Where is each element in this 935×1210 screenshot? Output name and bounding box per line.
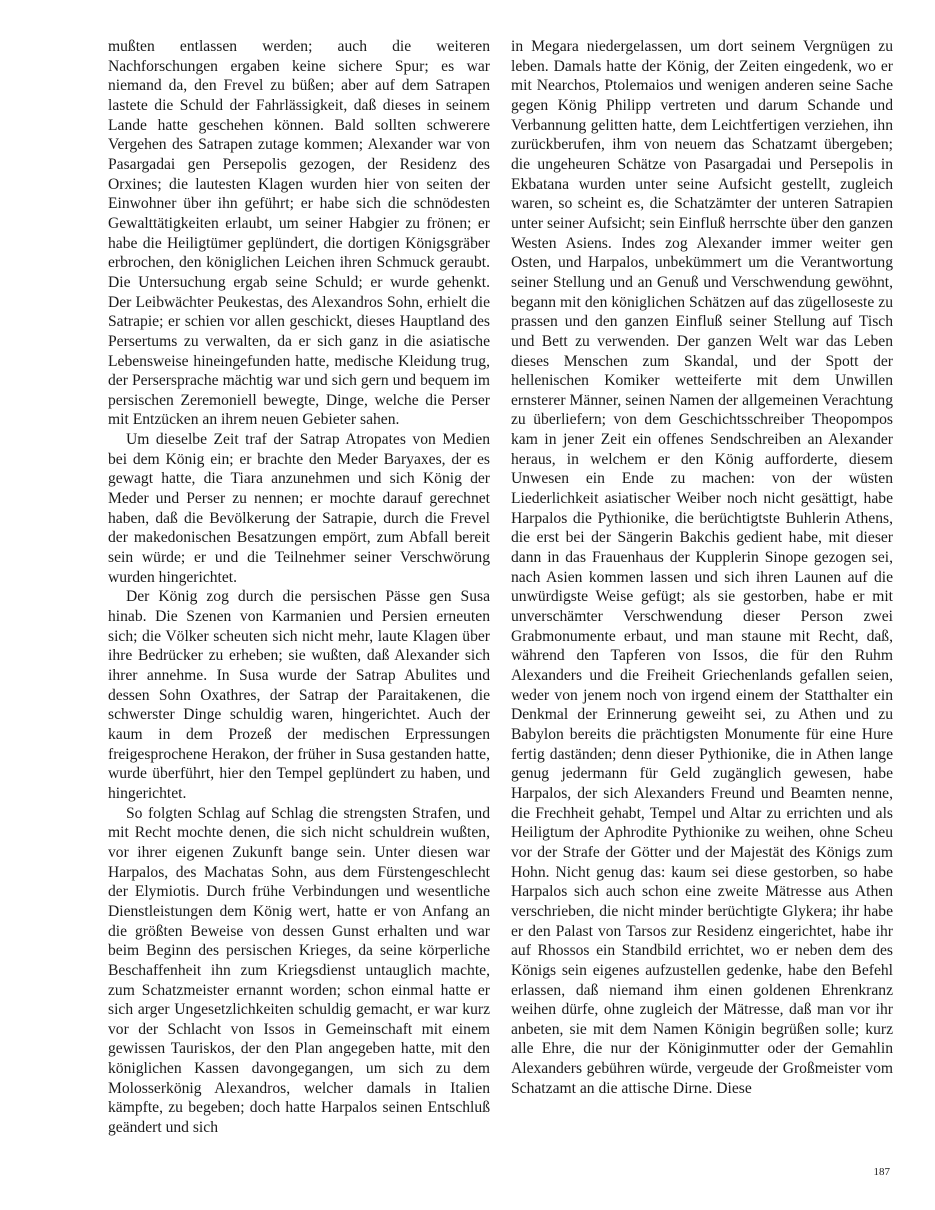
paragraph: in Megara niedergelassen, um dort seinem Vergnügen zu leben. Damals hatte der König, der Zeiten eingedenk, wo er mit Nearchos, Ptolemaios und wenigen anderen seine Sache gegen König Philipp vertreten und darum Schande und Verbannung gelitten hatte, dem Leichtfertigen verziehen, ihn zurückberufen, ihm von neuem das Schatzamt übergeben; die ungeheuren Schätze von Pasargadai und Persepolis in Ekbatana wurden unter seine Aufsicht gestellt, zugleich waren, so scheint es, die Schatzämter der unteren Satrapien unter seiner Aufsicht; sein Einfluß herrschte über den ganzen Westen Asiens. Indes zog Alexander immer weiter gen Osten, und Harpalos, unbekümmert um die Verantwortung seiner Stellung und an Genuß und Verschwendung gewöhnt, begann mit den königlichen Schätzen auf das zügelloseste zu prassen und den ganzen Einfluß seiner Stellung auf Tisch und Bett zu verwenden. Der ganzen Welt war das Leben dieses Menschen zum Skandal, und der Spott der hellenischen Komiker wetteiferte mit dem Unwillen ernsterer Männer, seinen Namen der allgemeinen Verachtung zu überliefern; von dem Geschichtsschreiber Theopompos kam in jener Zeit ein offenes Sendschreiben an Alexander heraus, in welchem er den König aufforderte, diesem Unwesen ein Ende zu machen: von der wüsten Liederlichkeit asiatischer Weiber noch nicht gesättigt, habe Harpalos die Pythionike, die berüchtigtste Buhlerin Athens, die erst bei der Sängerin Bakchis gedient habe, mit dieser dann in das Frauenhaus der Kupplerin Sinope gezogen sei, nach Asien kommen lassen und sich ihren Launen auf die unwürdigste Weise gefügt; als sie gestorben, habe er mit unverschämter Verschwendung dieser Person zwei Grabmonumente erbaut, und man staune mit Recht, daß, während den Tapferen von Issos, die für den Ruhm Alexanders und die Freiheit Griechenlands gefallen seien, weder von jenem noch von irgend einem der Statthalter ein Denkmal der Erinnerung geweiht sei, zu Athen und zu Babylon bereits die prächtigsten Monumente für eine Hure fertig daständen; denn dieser Pythionike, die in Athen lange genug jedermann für Geld zugänglich gewesen, habe Harpalos, der sich Alexanders Freund und Beamten nenne, die Frechheit gehabt, Tempel und Altar zu errichten und als Heiligtum der Aphrodite Pythionike zu weihen, ohne Scheu vor der Strafe der Götter und der Majestät des Königs zum Hohn. Nicht genug das: kaum sei diese gestorben, so habe Harpalos sich auch schon eine zweite Mätresse aus Athen verschrieben, die nicht minder berüchtigte Glykera; ihr habe er den Palast von Tarsos zur Residenz eingerichtet, habe ihr auf Rhossos ein Standbild errichtet, wo er neben dem des Königs sein eigenes aufzustellen gedenke, habe den Befehl erlassen, daß niemand ihm einen goldenen Ehrenkranz weihen dürfe, ohne zugleich der Mätresse, daß man vor ihr anbeten, sie mit dem Namen Königin begrüßen solle; kurz alle Ehre, die nur der Königinmutter oder der Gemahlin Alexanders gebühren würde, vergeude der Großmeister vom Schatzamt an die attische Dirne. Diese [511, 38, 893, 1097]
page-number: 187 [873, 1166, 890, 1178]
paragraph: mußten entlassen werden; auch die weiteren Nachforschungen ergaben keine sichere Spur; es war niemand da, den Frevel zu büßen; aber auf dem Satrapen lastete die Schuld der Fahrlässigkeit, daß dieses in seinem Lande hatte geschehen können. Bald sollten schwerere Vergehen des Satrapen zutage kommen; Alexander war von Pasargadai gen Persepolis gezogen, der Residenz des Orxines; die lautesten Klagen wurden hier von seiten der Einwohner über ihn geführt; er habe sich die schnödesten Gewalttätigkeiten erlaubt, um seiner Habgier zu frönen; er habe die Heiligtümer geplündert, die dortigen Königsgräber erbrochen, den königlichen Leichen ihren Schmuck geraubt. Die Untersuchung ergab seine Schuld; er wurde gehenkt. Der Leibwächter Peukestas, des Alexandros Sohn, erhielt die Satrapie; er schien vor allen geschickt, dieses Hauptland des Persertums zu verwalten, da er sich ganz in die asiatische Lebensweise hineingefunden hatte, medische Kleidung trug, der Persersprache mächtig war und sich gern und bequem im persischen Zeremoniell bewegte, Dinge, welche die Perser mit Entzücken an ihrem neuen Gebieter sahen. [108, 38, 490, 429]
paragraph: So folgten Schlag auf Schlag die strengsten Strafen, und mit Recht mochte denen, die sich nicht schuldrein wußten, vor ihrer eigenen Zukunft bange sein. Unter diesen war Harpalos, des Machatas Sohn, aus dem Fürstengeschlecht der Elymiotis. Durch frühe Verbindungen und wesentliche Dienstleistungen dem König wert, hatte er von Anfang an die größten Beweise von dessen Gunst erhalten und war beim Beginn des persischen Krieges, da seine körperliche Beschaffenheit ihn zum Kriegsdienst untauglich machte, zum Schatzmeister ernannt worden; schon einmal hatte er sich arger Ungesetzlichkeiten schuldig gemacht, er war kurz vor der Schlacht von Issos in Gemeinschaft mit einem gewissen Tauriskos, der den Plan angegeben hatte, mit den königlichen Kassen davongegangen, um sich zu dem Molosserkönig Alexandros, welcher damals in Italien kämpfte, zu begeben; doch hatte Harpalos seinen Entschluß geändert und sich [108, 804, 490, 1137]
right-text-column [511, 37, 893, 1098]
paragraph: Um dieselbe Zeit traf der Satrap Atropates von Medien bei dem König ein; er brachte den Meder Baryaxes, der es gewagt hatte, die Tiara anzunehmen und sich König der Meder und Perser zu nennen; er mochte darauf gerechnet haben, daß die Bevölkerung der Satrapie, durch die Frevel der makedonischen Besatzungen empört, zum Abfall bereit sein würde; er und die Teilnehmer seiner Verschwörung wurden hingerichtet. [108, 431, 490, 586]
left-text-column [108, 37, 490, 1138]
paragraph: Der König zog durch die persischen Pässe gen Susa hinab. Die Szenen von Karmanien und Persien erneuten sich; die Völker scheuten sich nicht mehr, laute Klagen über ihre Bedrücker zu erheben; sie wußten, daß Alexander sich ihrer annehme. In Susa wurde der Satrap Abulites und dessen Sohn Oxathres, der Satrap der Paraitakenen, die schwerster Dinge schuldig waren, hingerichtet. Auch der kaum in dem Prozeß der medischen Erpressungen freigesprochene Herakon, der früher in Susa gestanden hatte, wurde überführt, hier den Tempel geplündert zu haben, und hingerichtet. [108, 588, 490, 802]
